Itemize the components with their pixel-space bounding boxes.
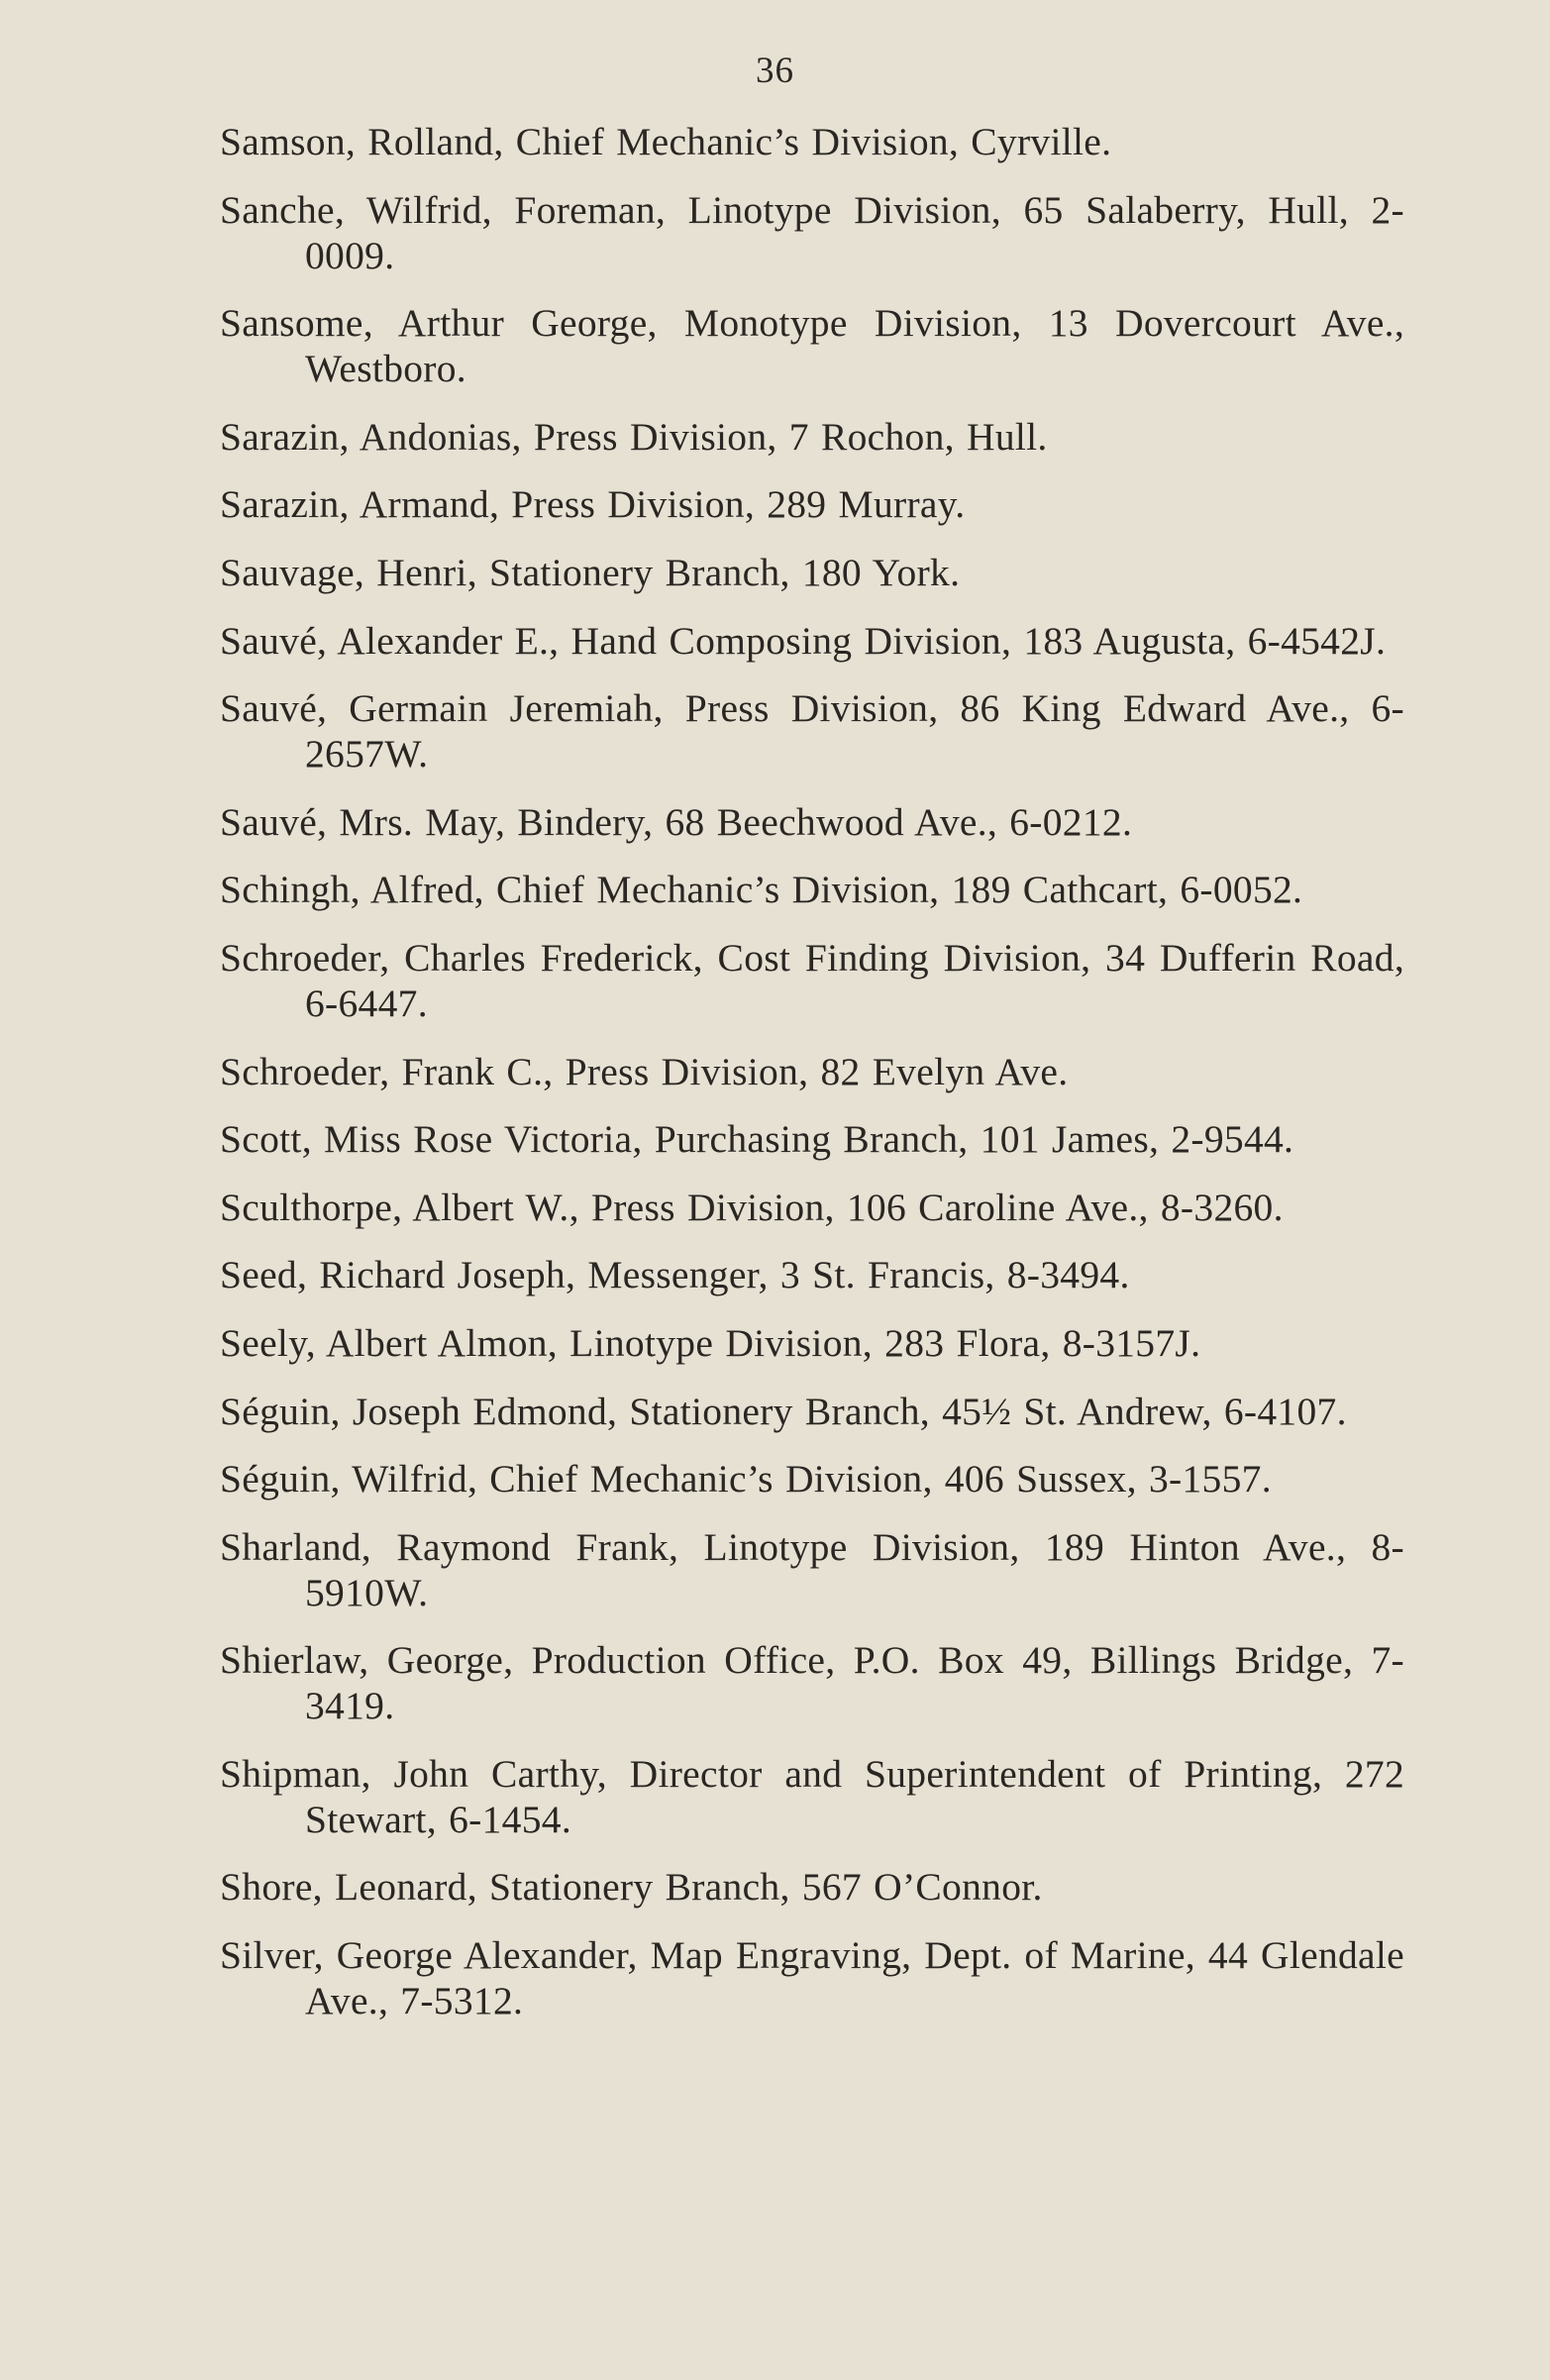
directory-entry: Schingh, Alfred, Chief Mechanic’s Division, 189 Cathcart, 6-0052.: [220, 868, 1303, 912]
directory-entry: Schroeder, Charles Frederick, Cost Finding Division, 34 Dufferin Road, 6-6447.: [220, 935, 1404, 1025]
directory-entry: Sauvage, Henri, Stationery Branch, 180 York.: [220, 550, 961, 594]
directory-entry: Séguin, Wilfrid, Chief Mechanic’s Division, 406 Sussex, 3-1557.: [220, 1457, 1272, 1501]
directory-entry: Sarazin, Armand, Press Division, 289 Murray.: [220, 482, 966, 527]
directory-entry: Sarazin, Andonias, Press Division, 7 Rochon, Hull.: [220, 414, 1048, 459]
directory-entry: Schroeder, Frank C., Press Division, 82 Evelyn Ave.: [220, 1049, 1069, 1093]
directory-entry: Sauvé, Alexander E., Hand Composing Division, 183 Augusta, 6-4542J.: [220, 618, 1387, 663]
directory-entry: Samson, Rolland, Chief Mechanic’s Division, Cyrville.: [220, 120, 1112, 163]
directory-entry: Sharland, Raymond Frank, Linotype Division, 189 Hinton Ave., 8-5910W.: [220, 1524, 1404, 1614]
directory-entry: Seed, Richard Joseph, Messenger, 3 St. Francis, 8-3494.: [220, 1253, 1130, 1297]
directory-entry: Silver, George Alexander, Map Engraving, Dept. of Marine, 44 Glendale Ave., 7-5312.: [220, 1933, 1404, 2023]
directory-entry: Seely, Albert Almon, Linotype Division, 283 Flora, 8-3157J.: [220, 1320, 1201, 1365]
directory-entry: Shierlaw, George, Production Office, P.O. Box 49, Billings Bridge, 7-3419.: [220, 1638, 1404, 1728]
directory-entry: Sanche, Wilfrid, Foreman, Linotype Division, 65 Salaberry, Hull, 2-0009.: [220, 187, 1404, 277]
directory-entry: Sauvé, Mrs. May, Bindery, 68 Beechwood Ave., 6-0212.: [220, 799, 1133, 844]
page-number: 36: [756, 51, 794, 91]
directory-entry: Séguin, Joseph Edmond, Stationery Branch, 45½ St. Andrew, 6-4107.: [220, 1389, 1347, 1433]
directory-list: [220, 119, 1404, 2046]
directory-entry: Scott, Miss Rose Victoria, Purchasing Branch, 101 James, 2-9544.: [220, 1117, 1294, 1162]
directory-entry: Shipman, John Carthy, Director and Superintendent of Printing, 272 Stewart, 6-1454.: [220, 1751, 1404, 1841]
directory-entry: Sansome, Arthur George, Monotype Division, 13 Dovercourt Ave., Westboro.: [220, 301, 1404, 391]
directory-entry: Sauvé, Germain Jeremiah, Press Division, 86 King Edward Ave., 6-2657W.: [220, 686, 1404, 776]
directory-entry: Sculthorpe, Albert W., Press Division, 106 Caroline Ave., 8-3260.: [220, 1185, 1284, 1229]
directory-entry: Shore, Leonard, Stationery Branch, 567 O’Connor.: [220, 1865, 1043, 1910]
